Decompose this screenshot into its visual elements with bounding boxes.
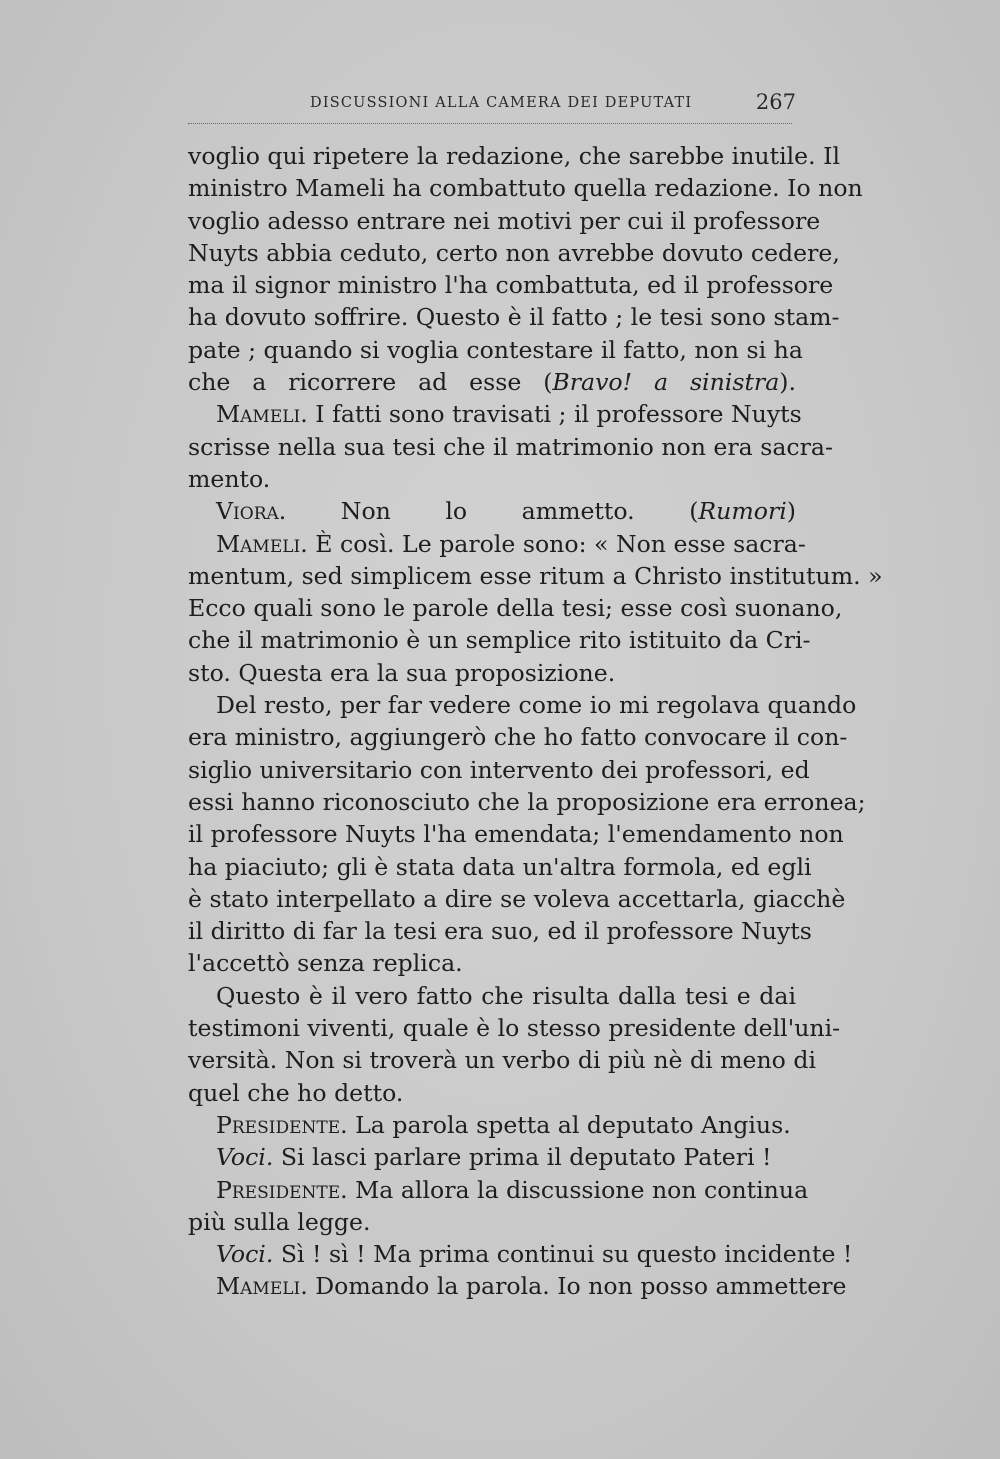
body-text	[188, 140, 883, 1303]
text-line	[188, 689, 857, 721]
line-text: essi hanno riconosciuto che la proposizione era erronea;	[188, 787, 866, 816]
line-text: testimoni viventi, quale è lo stesso presidente dell'uni-	[188, 1014, 841, 1043]
speaker-name: Voci.	[216, 1240, 274, 1269]
text-line	[188, 1044, 817, 1076]
running-title: DISCUSSIONI ALLA CAMERA DEI DEPUTATI	[310, 95, 693, 111]
line-text: Domando la parola. Io non posso ammettere	[307, 1272, 847, 1301]
speaker-name: Mameli.	[216, 400, 308, 429]
header-rule	[188, 123, 792, 124]
text-line	[188, 560, 883, 592]
text-line	[188, 883, 846, 915]
speaker-name: Presidente.	[216, 1175, 348, 1204]
text-line	[188, 1270, 847, 1302]
line-text: voglio adesso entrare nei motivi per cui il professore	[188, 206, 821, 235]
line-text: ha piaciuto; gli è stata data un'altra formola, ed egli	[188, 852, 812, 881]
speaker-name: Mameli.	[216, 529, 308, 558]
text-line	[188, 980, 796, 1012]
line-text: ha dovuto soffrire. Questo è il fatto ; le tesi sono stam-	[188, 303, 840, 332]
line-text: Ma allora la discussione non continua	[347, 1175, 809, 1204]
text-line	[188, 1206, 796, 1238]
line-text: Non lo ammetto. (	[286, 497, 699, 526]
line-text: Questo è il vero fatto che risulta dalla tesi e dai	[216, 981, 796, 1010]
line-text: il diritto di far la tesi era suo, ed il professore Nuyts	[188, 917, 812, 946]
stage-direction: Bravo! a sinistra	[552, 368, 780, 397]
line-text: scrisse nella sua tesi che il matrimonio non era sacra-	[188, 432, 833, 461]
line-text: è stato interpellato a dire se voleva accettarla, giacchè	[188, 884, 846, 913]
line-text: il professore Nuyts l'ha emendata; l'emendamento non	[188, 820, 844, 849]
line-text: mentum, sed simplicem esse ritum a Christo institutum. »	[188, 561, 883, 590]
page-number: 267	[755, 90, 796, 114]
line-text: Ecco quali sono le parole della tesi; esse così suonano,	[188, 594, 843, 623]
line-text: quel che ho detto.	[188, 1078, 404, 1107]
text-line	[188, 657, 796, 689]
line-text: era ministro, aggiungerò che ho fatto convocare il con-	[188, 723, 848, 752]
line-text: Nuyts abbia ceduto, certo non avrebbe dovuto cedere,	[188, 238, 840, 267]
speaker-name: Mameli.	[216, 1272, 308, 1301]
text-line	[188, 398, 802, 430]
line-text: sto. Questa era la sua proposizione.	[188, 658, 616, 687]
text-line	[188, 528, 806, 560]
text-line	[188, 269, 834, 301]
text-line	[188, 140, 841, 172]
text-line	[188, 851, 812, 883]
line-text: che a ricorrere ad esse (	[188, 368, 553, 397]
line-text: versità. Non si troverà un verbo di più nè di meno di	[188, 1046, 817, 1075]
text-line	[188, 1109, 796, 1141]
text-line	[188, 754, 810, 786]
text-line	[188, 172, 863, 204]
line-text: siglio universitario con intervento dei professori, ed	[188, 755, 810, 784]
line-text: Sì ! sì ! Ma prima continui su questo incidente !	[273, 1240, 853, 1269]
line-text: l'accettò senza replica.	[188, 949, 463, 978]
line-text: ma il signor ministro l'ha combattuta, ed il professore	[188, 271, 834, 300]
text-line	[188, 237, 840, 269]
line-text: I fatti sono travisati ; il professore Nuyts	[307, 400, 802, 429]
text-line	[188, 205, 821, 237]
speaker-name: Presidente.	[216, 1110, 348, 1139]
line-text: Del resto, per far vedere come io mi regolava quando	[216, 691, 857, 720]
line-text: ).	[779, 368, 796, 397]
text-line	[188, 495, 796, 527]
text-line	[188, 721, 848, 753]
line-text: ministro Mameli ha combattuto quella redazione. Io non	[188, 174, 863, 203]
text-line	[188, 301, 840, 333]
speaker-name: Viora.	[216, 497, 287, 526]
text-line	[188, 786, 866, 818]
text-line	[188, 366, 796, 398]
line-text: La parola spetta al deputato Angius.	[347, 1110, 791, 1139]
text-line	[188, 431, 833, 463]
text-line	[188, 1174, 809, 1206]
text-line	[188, 624, 811, 656]
line-text: mento.	[188, 464, 271, 493]
line-text: che il matrimonio è un semplice rito istituito da Cri-	[188, 626, 811, 655]
text-line	[188, 1238, 853, 1270]
line-text: )	[786, 497, 796, 526]
text-line	[188, 1012, 841, 1044]
text-line	[188, 947, 796, 979]
line-text: Si lasci parlare prima il deputato Pateri !	[273, 1143, 772, 1172]
text-line	[188, 915, 812, 947]
text-line	[188, 818, 844, 850]
line-text: voglio qui ripetere la redazione, che sarebbe inutile. Il	[188, 142, 841, 170]
speaker-name: Voci.	[216, 1143, 274, 1172]
text-line	[188, 463, 796, 495]
line-text: È così. Le parole sono: « Non esse sacra-	[307, 529, 806, 558]
line-text: più sulla legge.	[188, 1207, 371, 1236]
stage-direction: Rumori	[698, 497, 787, 526]
text-line	[188, 592, 843, 624]
line-text: pate ; quando si voglia contestare il fatto, non si ha	[188, 335, 803, 364]
text-line	[188, 1141, 796, 1173]
page-header	[188, 92, 796, 118]
text-line	[188, 334, 803, 366]
text-line	[188, 1077, 796, 1109]
